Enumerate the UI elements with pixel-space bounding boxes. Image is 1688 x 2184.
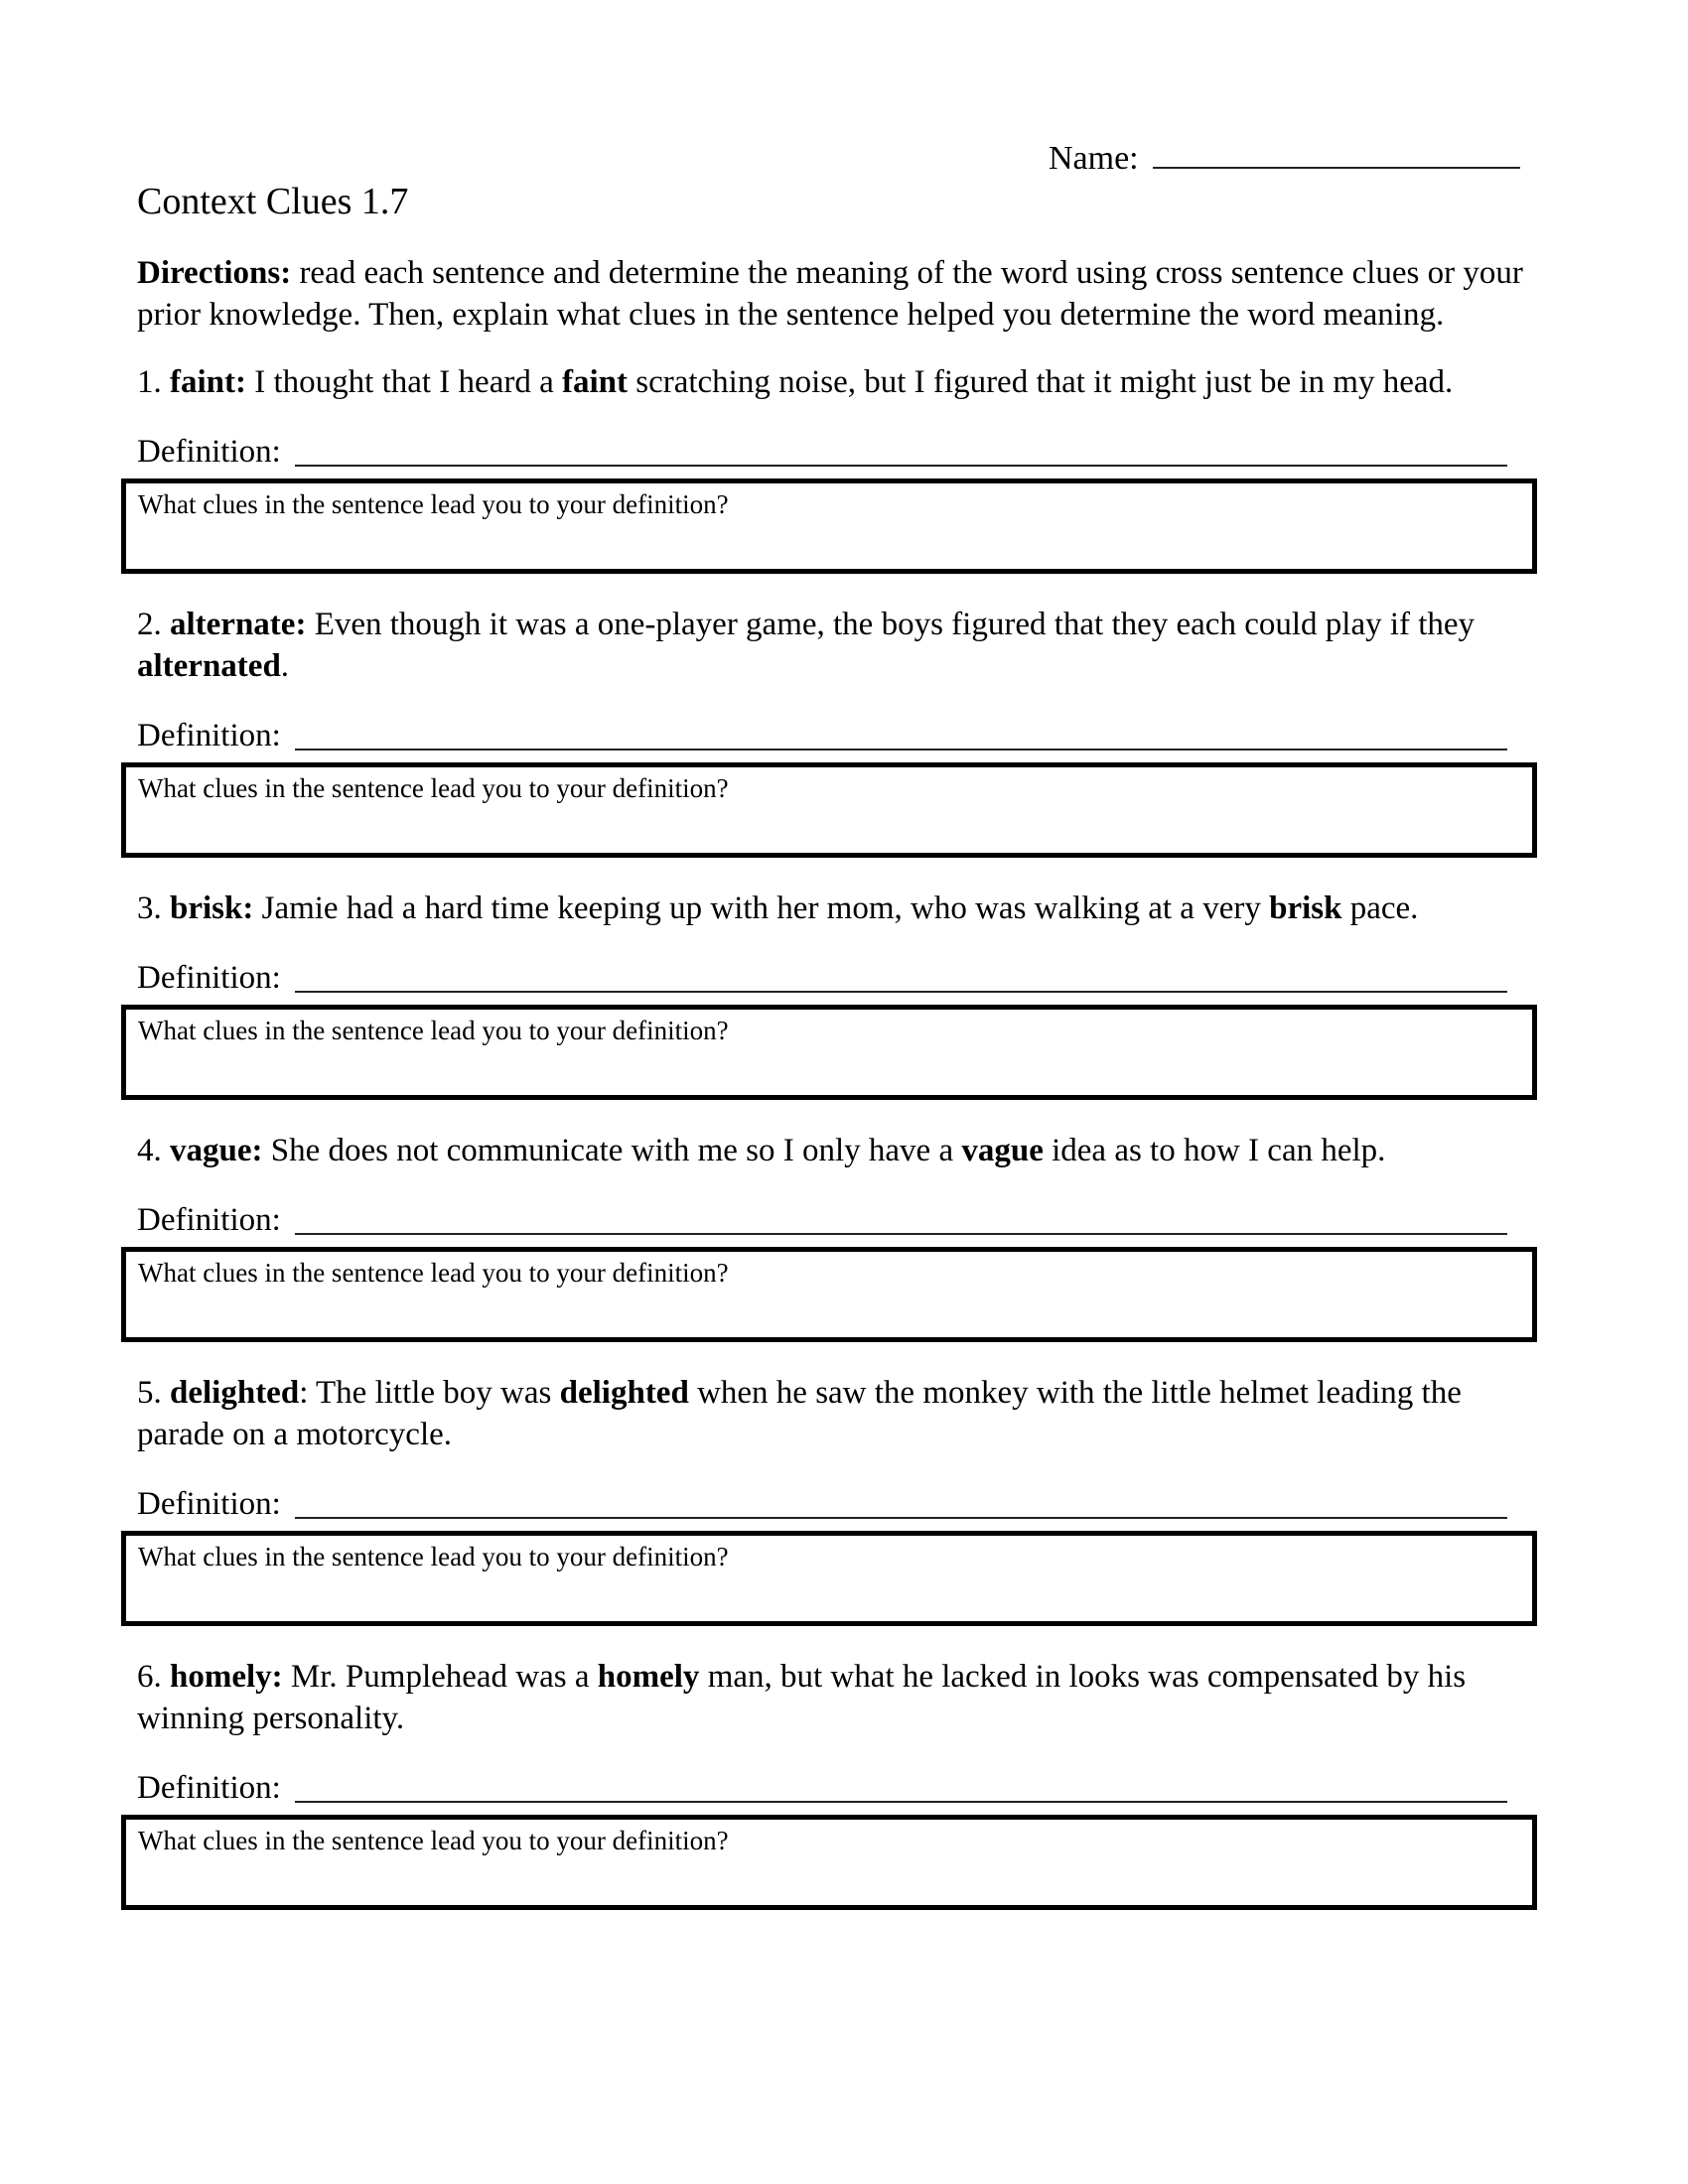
definition-label: Definition: — [137, 960, 281, 996]
sentence-text: idea as to how I can help. — [1043, 1133, 1386, 1168]
clue-answer-box[interactable] — [121, 1815, 1537, 1910]
sentence-text: 6. — [137, 1659, 170, 1695]
worksheet-item — [137, 1372, 1529, 1626]
sentence-text: 3. — [137, 890, 170, 926]
sentence-text: 4. — [137, 1133, 170, 1168]
sentence-text: She does not communicate with me so I only have a — [262, 1133, 962, 1168]
directions-text: read each sentence and determine the meaning of the word using cross sentence clues or your prior knowledge. Then, explain what clues in the sentence helped you determine the word meaning. — [137, 255, 1523, 333]
sentence-bold-word: faint: — [170, 364, 246, 400]
items-list — [137, 361, 1529, 1910]
worksheet-content — [137, 179, 1529, 1940]
sentence-bold-word: homely: — [170, 1659, 283, 1695]
sentence-text: when he saw the monkey with the little helmet leading the parade on a motorcycle. — [137, 1375, 1462, 1452]
clue-prompt: What clues in the sentence lead you to your definition? — [138, 1258, 729, 1288]
sentence-bold-word: vague: — [170, 1133, 263, 1168]
sentence-text: scratching noise, but I figured that it might just be in my head. — [627, 364, 1454, 400]
worksheet-item — [137, 1656, 1529, 1910]
item-sentence — [137, 1656, 1529, 1739]
sentence-text: pace. — [1341, 890, 1419, 926]
clue-answer-box[interactable] — [121, 1531, 1537, 1626]
page-title: Context Clues 1.7 — [137, 181, 409, 222]
definition-write-in-line[interactable] — [295, 749, 1507, 751]
directions-label: Directions: — [137, 255, 292, 291]
sentence-bold-word: brisk — [1269, 890, 1342, 926]
clue-prompt: What clues in the sentence lead you to your definition? — [138, 489, 729, 519]
definition-label: Definition: — [137, 1770, 281, 1806]
clue-prompt: What clues in the sentence lead you to your definition? — [138, 1016, 729, 1045]
clue-answer-box[interactable] — [121, 1005, 1537, 1100]
definition-row — [137, 1483, 1529, 1525]
sentence-text: . — [280, 648, 290, 684]
sentence-text: Mr. Pumplehead was a — [282, 1659, 598, 1695]
definition-label: Definition: — [137, 1486, 281, 1522]
name-label: Name: — [1049, 140, 1139, 177]
directions — [137, 252, 1529, 336]
definition-write-in-line[interactable] — [295, 1233, 1507, 1235]
worksheet-item — [137, 887, 1529, 1100]
sentence-text: 1. — [137, 364, 170, 400]
name-write-in-line[interactable] — [1153, 133, 1520, 169]
clue-prompt: What clues in the sentence lead you to your definition? — [138, 1826, 729, 1855]
sentence-text: Jamie had a hard time keeping up with her mom, who was walking at a very — [253, 890, 1270, 926]
definition-write-in-line[interactable] — [295, 991, 1507, 993]
sentence-bold-word: vague — [961, 1133, 1044, 1168]
sentence-text: : The little boy was — [299, 1375, 560, 1411]
clue-answer-box[interactable] — [121, 1247, 1537, 1342]
definition-row — [137, 431, 1529, 473]
item-sentence — [137, 1372, 1529, 1455]
sentence-text: 5. — [137, 1375, 170, 1411]
definition-row — [137, 957, 1529, 999]
worksheet-item — [137, 361, 1529, 574]
sentence-bold-word: delighted — [170, 1375, 300, 1411]
sentence-bold-word: delighted — [559, 1375, 689, 1411]
clue-answer-box[interactable] — [121, 762, 1537, 858]
sentence-bold-word: brisk: — [170, 890, 254, 926]
definition-label: Definition: — [137, 718, 281, 753]
sentence-bold-word: faint — [561, 364, 628, 400]
sentence-text: man, but what he lacked in looks was compensated by his winning personality. — [137, 1659, 1467, 1736]
sentence-text: Even though it was a one-player game, the boys figured that they each could play if they — [306, 607, 1476, 642]
sentence-text: I thought that I heard a — [246, 364, 562, 400]
definition-label: Definition: — [137, 434, 281, 470]
definition-row — [137, 1199, 1529, 1241]
definition-row — [137, 1767, 1529, 1809]
sentence-bold-word: alternate: — [170, 607, 307, 642]
clue-prompt: What clues in the sentence lead you to your definition? — [138, 1542, 729, 1571]
sentence-bold-word: alternated — [137, 648, 281, 684]
definition-write-in-line[interactable] — [295, 1801, 1507, 1803]
name-row — [1049, 133, 1520, 180]
definition-row — [137, 715, 1529, 756]
item-sentence — [137, 361, 1529, 403]
sentence-text: 2. — [137, 607, 170, 642]
item-sentence — [137, 1130, 1529, 1171]
worksheet-item — [137, 1130, 1529, 1342]
clue-prompt: What clues in the sentence lead you to your definition? — [138, 773, 729, 803]
definition-write-in-line[interactable] — [295, 465, 1507, 467]
definition-label: Definition: — [137, 1202, 281, 1238]
item-sentence — [137, 604, 1529, 687]
clue-answer-box[interactable] — [121, 478, 1537, 574]
worksheet-item — [137, 604, 1529, 858]
sentence-bold-word: homely — [597, 1659, 700, 1695]
item-sentence — [137, 887, 1529, 929]
definition-write-in-line[interactable] — [295, 1517, 1507, 1519]
